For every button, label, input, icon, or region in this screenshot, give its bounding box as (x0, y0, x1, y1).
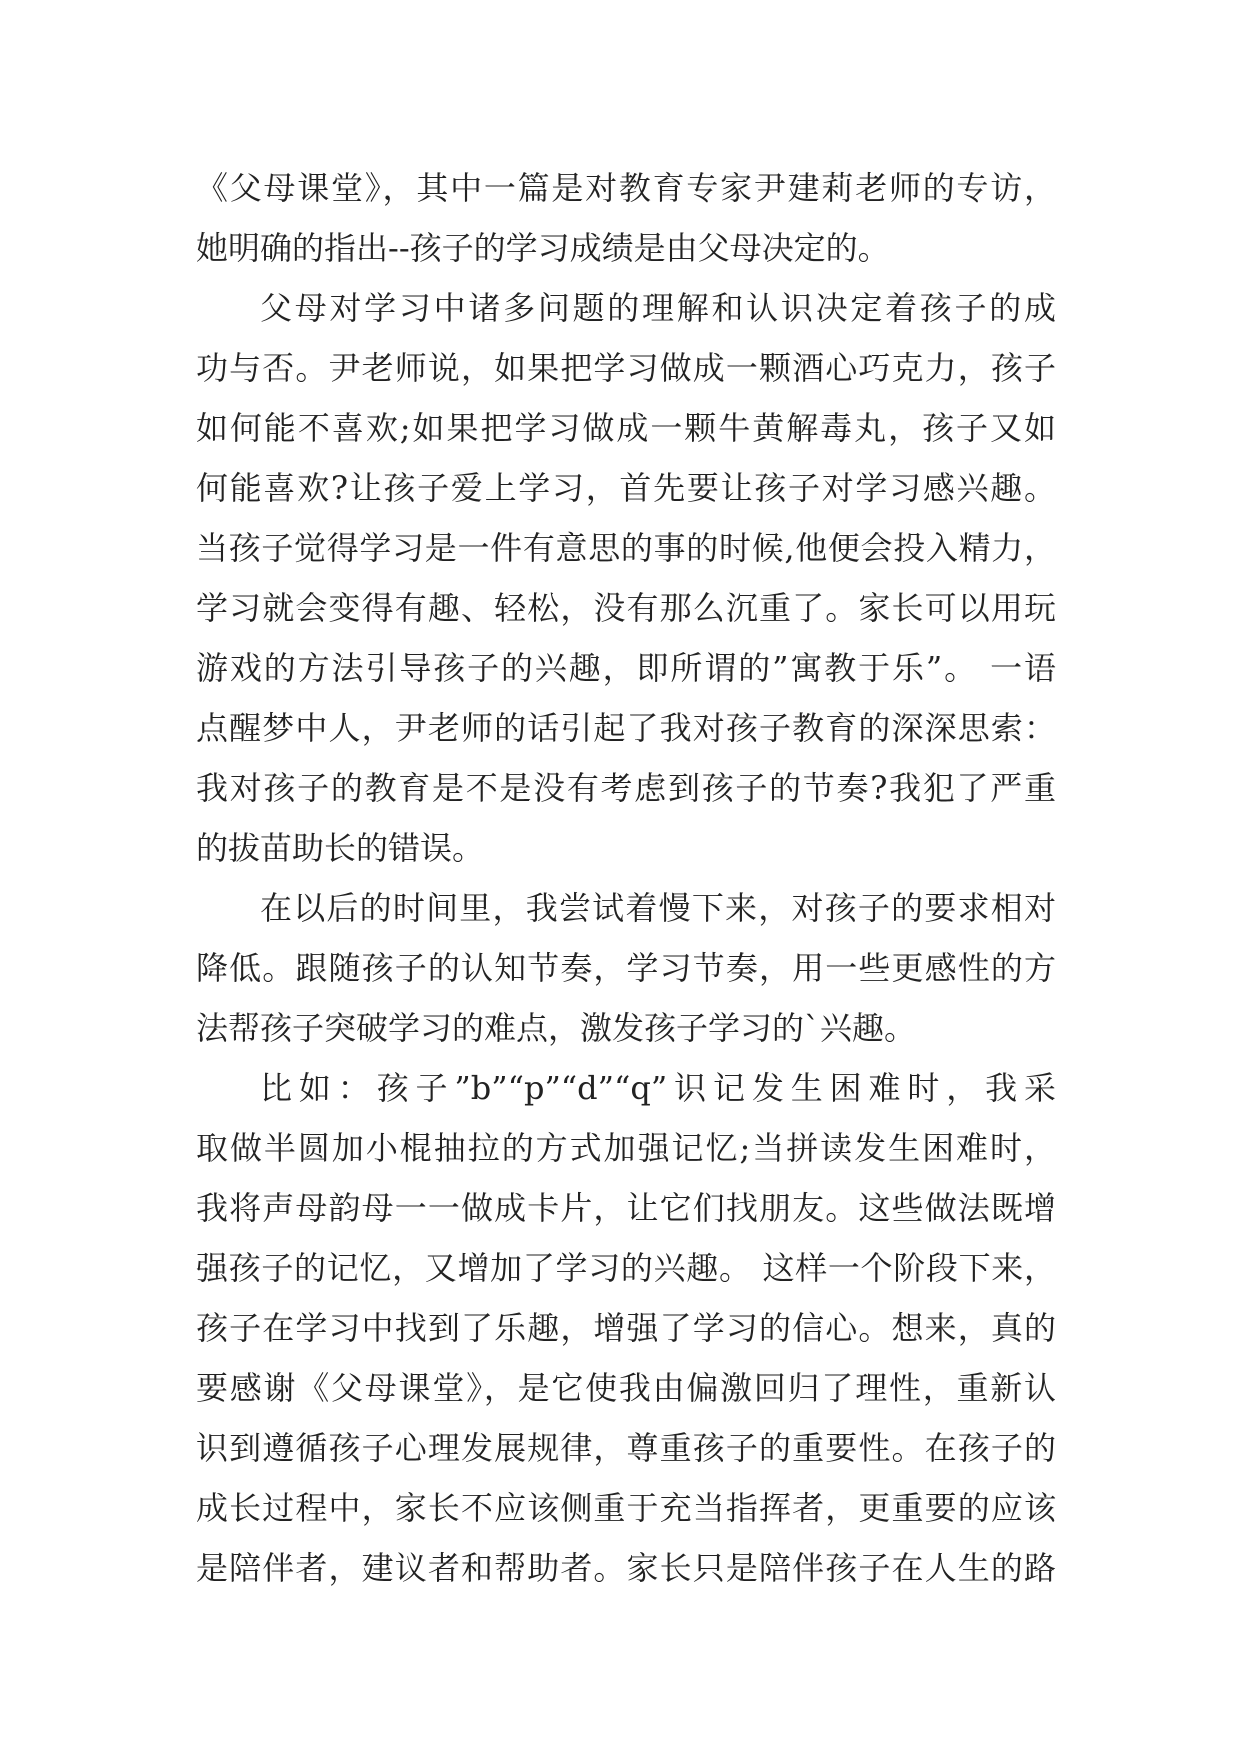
text-line: 的拔苗助长的错误。 (196, 829, 485, 867)
text-line: 当孩子觉得学习是一件有意思的事的时候,他便会投入精力， (196, 529, 1056, 567)
text-line: 如何能不喜欢;如果把学习做成一颗牛黄解毒丸，孩子又如 (196, 409, 1056, 447)
text-line: 我将声母韵母一一做成卡片，让它们找朋友。这些做法既增 (196, 1189, 1056, 1227)
text-line: 游戏的方法引导孩子的兴趣，即所谓的”寓教于乐”。 一语 (196, 649, 1056, 687)
text-line: 取做半圆加小棍抽拉的方式加强记忆;当拼读发生困难时， (196, 1129, 1056, 1167)
text-line: 《父母课堂》，其中一篇是对教育专家尹建莉老师的专访， (196, 169, 1056, 207)
text-line: 功与否。尹老师说，如果把学习做成一颗酒心巧克力，孩子 (196, 349, 1056, 387)
document-body-text (196, 158, 1056, 1598)
text-line: 在以后的时间里，我尝试着慢下来，对孩子的要求相对 (260, 889, 1056, 927)
text-line: 我对孩子的教育是不是没有考虑到孩子的节奏?我犯了严重 (196, 769, 1056, 807)
text-line: 成长过程中，家长不应该侧重于充当指挥者，更重要的应该 (196, 1489, 1056, 1527)
text-line: 强孩子的记忆，又增加了学习的兴趣。 这样一个阶段下来， (196, 1249, 1056, 1287)
text-line: 学习就会变得有趣、轻松，没有那么沉重了。家长可以用玩 (196, 589, 1056, 627)
text-line: 降低。跟随孩子的认知节奏，学习节奏，用一些更感性的方 (196, 949, 1056, 987)
text-line: 比如：孩子”b”“p”“d”“q”识记发生困难时，我采 (260, 1069, 1056, 1107)
text-line: 孩子在学习中找到了乐趣，增强了学习的信心。想来，真的 (196, 1309, 1056, 1347)
text-line: 是陪伴者，建议者和帮助者。家长只是陪伴孩子在人生的路 (196, 1549, 1056, 1587)
text-line: 识到遵循孩子心理发展规律，尊重孩子的重要性。在孩子的 (196, 1429, 1056, 1467)
text-line: 要感谢《父母课堂》，是它使我由偏激回归了理性，重新认 (196, 1369, 1056, 1407)
text-line: 点醒梦中人，尹老师的话引起了我对孩子教育的深深思索： (196, 709, 1056, 747)
text-line: 法帮孩子突破学习的难点，激发孩子学习的`兴趣。 (196, 1009, 917, 1047)
text-line: 父母对学习中诸多问题的理解和认识决定着孩子的成 (260, 289, 1056, 327)
text-line: 何能喜欢?让孩子爱上学习，首先要让孩子对学习感兴趣。 (196, 469, 1056, 507)
text-line: 她明确的指出--孩子的学习成绩是由父母决定的。 (196, 229, 890, 267)
